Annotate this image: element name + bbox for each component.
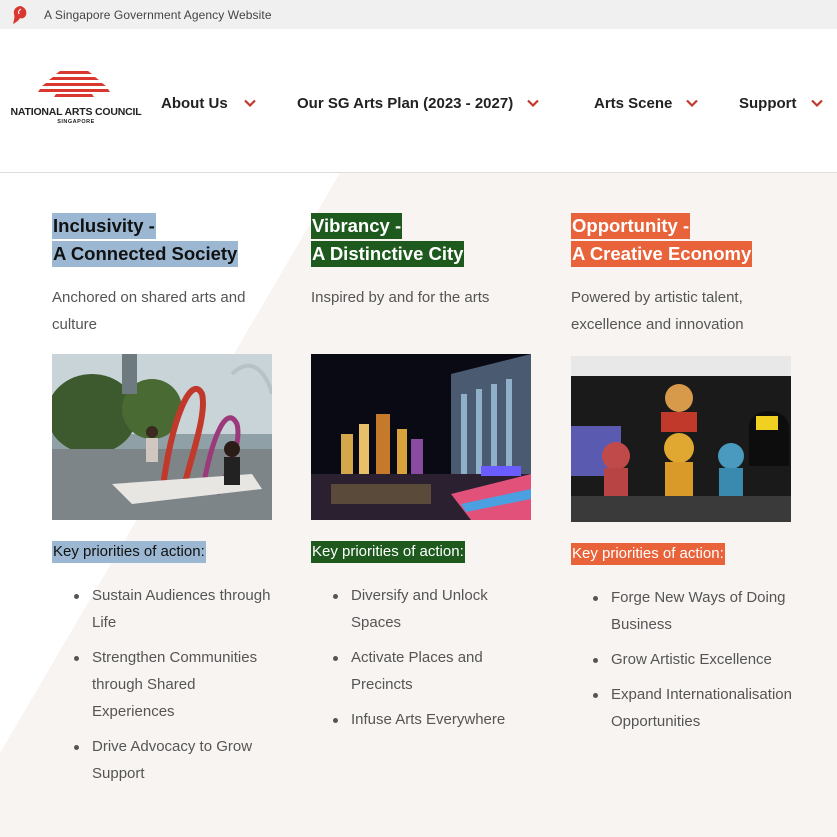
pillar-title-line2: A Connected Society — [52, 241, 238, 267]
nav-label: Arts Scene — [594, 94, 673, 112]
government-agency-text: A Singapore Government Agency Website — [44, 8, 272, 22]
nav-about-us[interactable] — [161, 91, 256, 115]
chevron-down-icon — [527, 97, 539, 109]
priorities-label: Key priorities of action: — [571, 543, 725, 565]
nav-label: Support — [739, 94, 797, 112]
priorities-list — [333, 582, 538, 741]
list-item: Expand Internationalisation Opportunities — [593, 681, 798, 735]
chevron-down-icon — [686, 97, 698, 109]
list-item: Activate Places and Precincts — [333, 644, 538, 698]
pillar-title-line1: Inclusivity - — [52, 213, 156, 239]
nac-logo[interactable] — [10, 69, 142, 129]
pillar-title-line1: Opportunity - — [571, 213, 690, 239]
list-item: Drive Advocacy to Grow Support — [74, 733, 279, 787]
nav-support[interactable] — [739, 91, 823, 115]
pillar-description: Inspired by and for the arts — [311, 289, 490, 306]
nav-label: Our SG Arts Plan (2023 - 2027) — [297, 94, 514, 112]
site-header — [0, 29, 837, 173]
priorities-label: Key priorities of action: — [52, 541, 206, 563]
nav-arts-scene[interactable] — [594, 91, 698, 115]
pillar-description: Powered by artistic talent, excellence and innovation — [571, 289, 744, 333]
pillar-title-line2: A Distinctive City — [311, 241, 464, 267]
logo-subtitle: SINGAPORE — [57, 119, 95, 125]
opportunity-photo — [571, 356, 791, 522]
chevron-down-icon — [244, 97, 256, 109]
list-item: Strengthen Communities through Shared Experiences — [74, 644, 279, 725]
arts-plan-pillars-section — [0, 173, 837, 837]
pillar-description: Anchored on shared arts and culture — [52, 289, 246, 333]
list-item: Sustain Audiences through Life — [74, 582, 279, 636]
pillar-title-line2: A Creative Economy — [571, 241, 752, 267]
nav-sg-arts-plan[interactable] — [297, 91, 539, 115]
list-item: Diversify and Unlock Spaces — [333, 582, 538, 636]
pillar-title-line1: Vibrancy - — [311, 213, 402, 239]
government-banner — [0, 0, 837, 29]
list-item: Infuse Arts Everywhere — [333, 706, 538, 733]
logo-name: NATIONAL ARTS COUNCIL — [10, 106, 142, 118]
priorities-list — [74, 582, 279, 795]
nav-label: About Us — [161, 94, 228, 112]
vibrancy-photo — [311, 354, 531, 520]
list-item: Forge New Ways of Doing Business — [593, 584, 798, 638]
nac-logo-mark — [38, 69, 110, 99]
lion-head-icon — [12, 5, 28, 25]
inclusivity-photo — [52, 354, 272, 520]
list-item: Grow Artistic Excellence — [593, 646, 798, 673]
chevron-down-icon — [811, 97, 823, 109]
priorities-label: Key priorities of action: — [311, 541, 465, 563]
priorities-list — [593, 584, 798, 743]
